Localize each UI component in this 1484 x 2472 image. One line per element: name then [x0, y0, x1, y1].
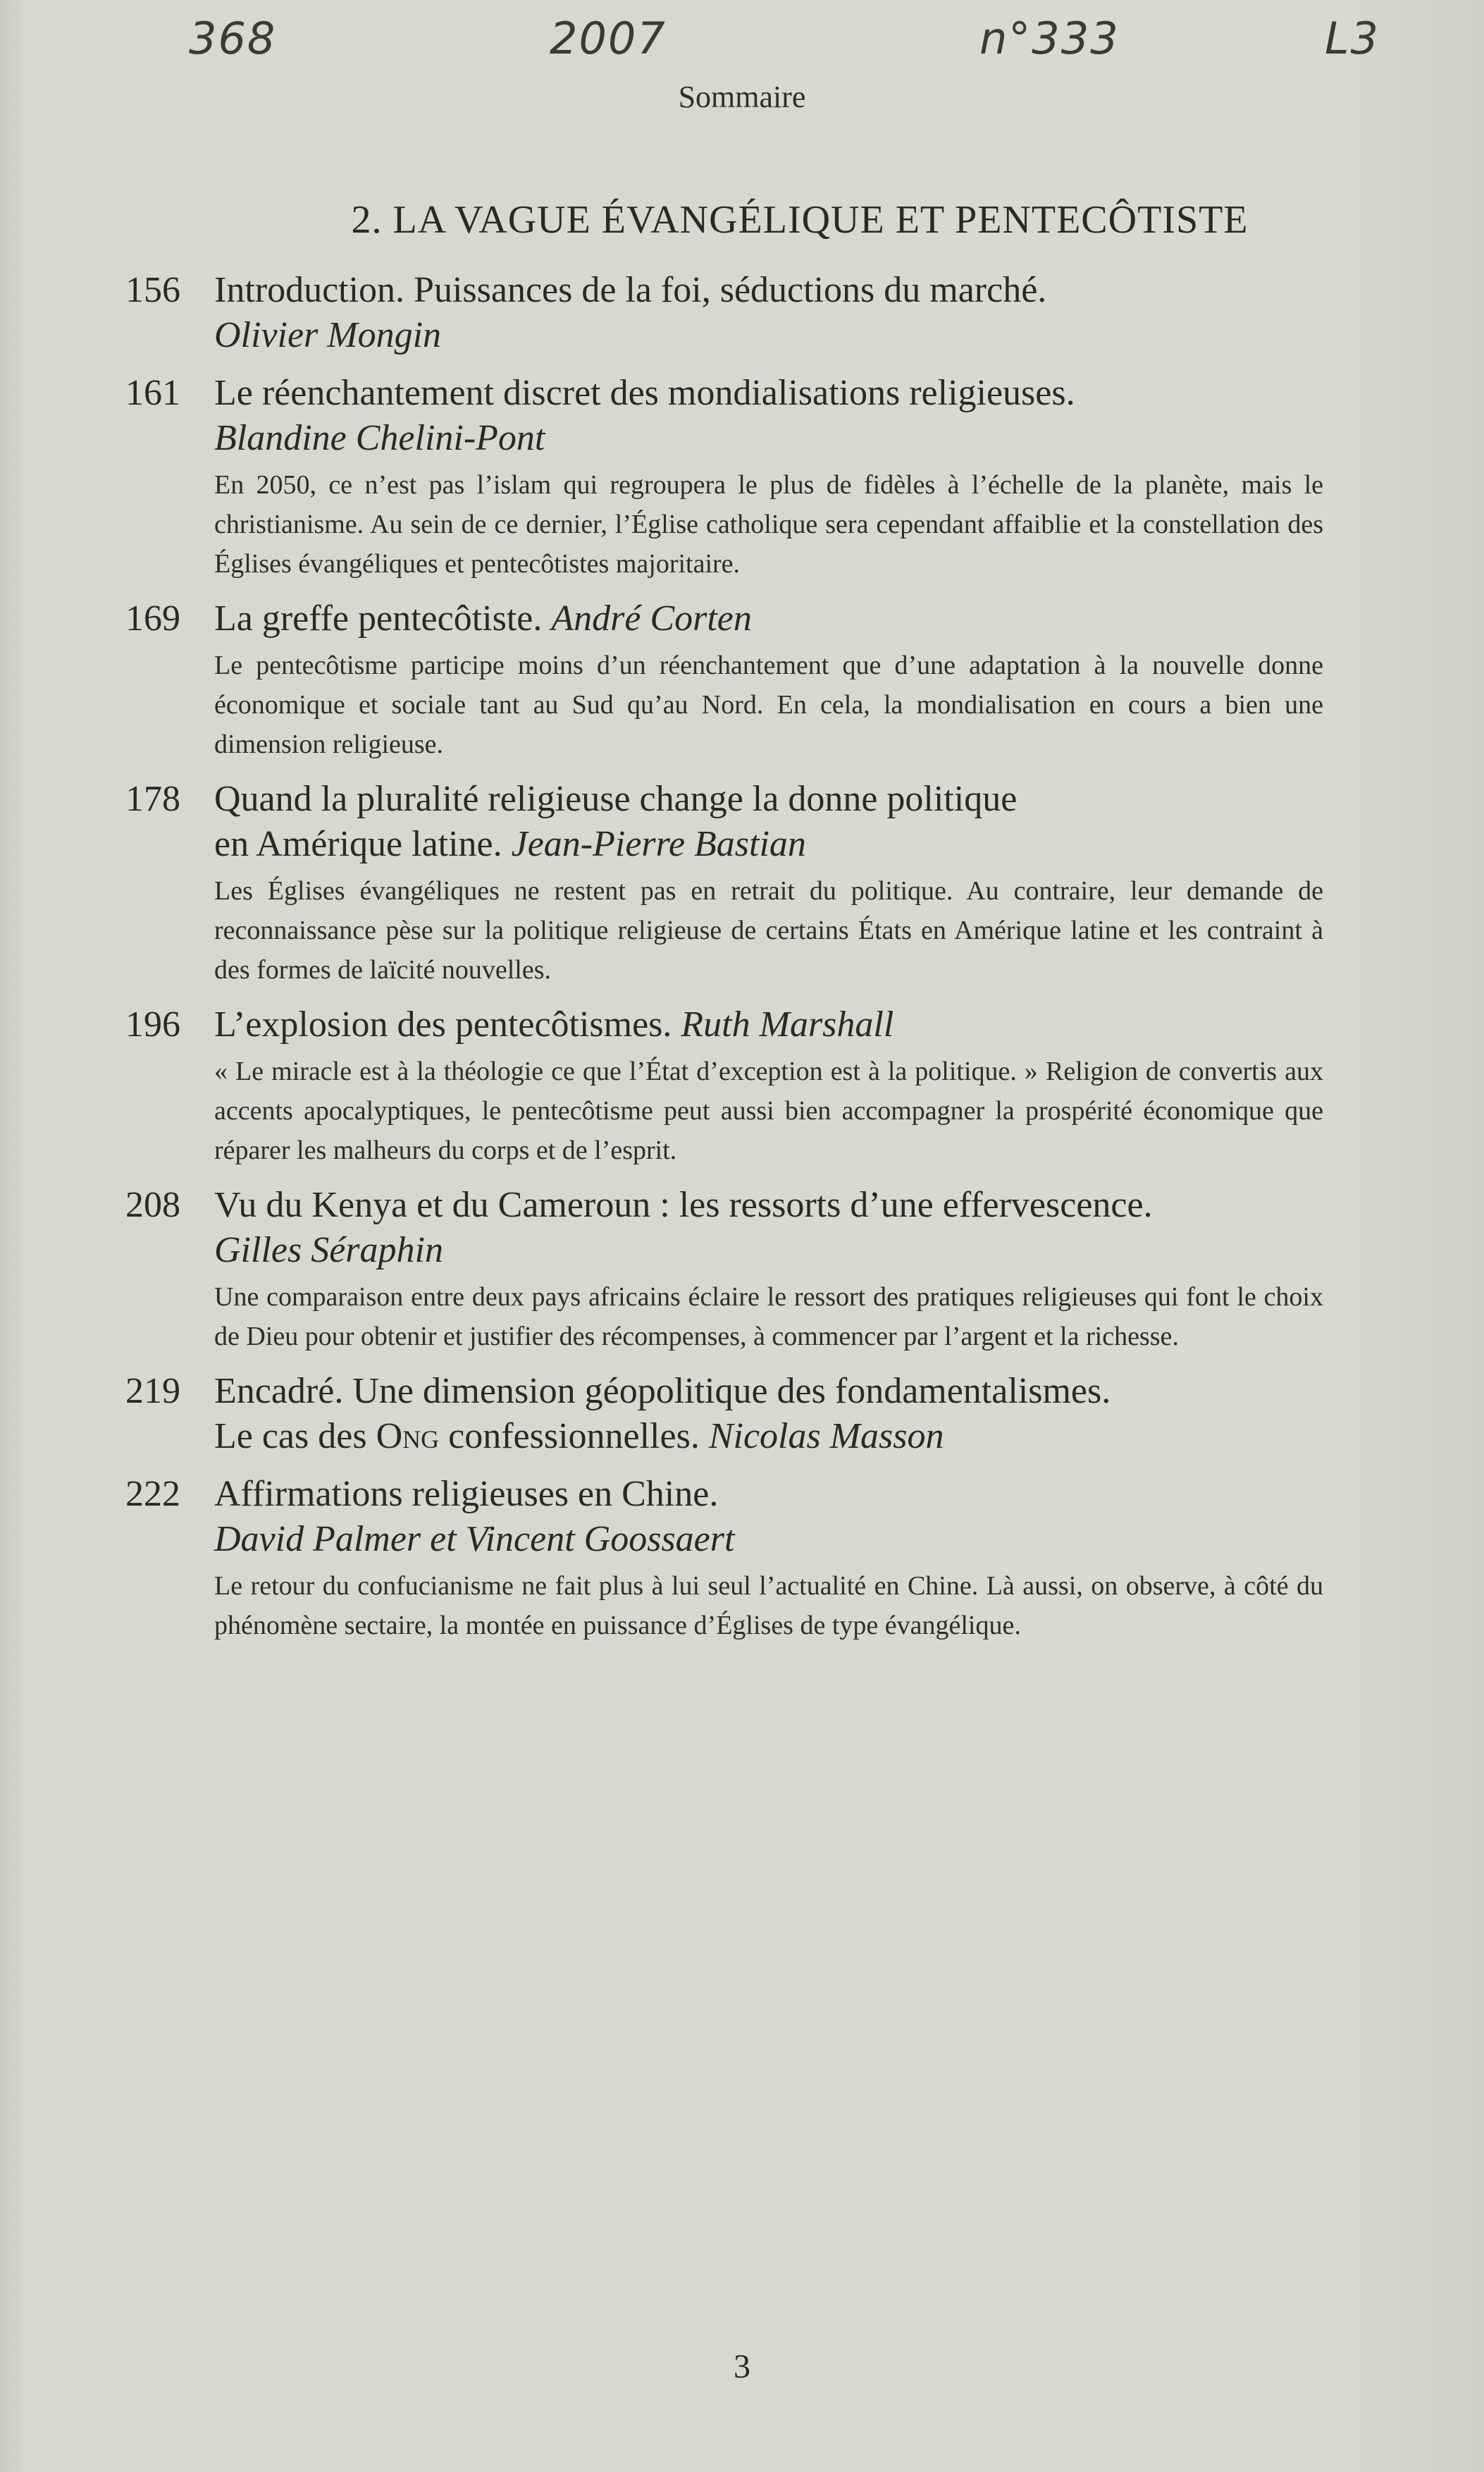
entry-title: Vu du Kenya et du Cameroun : les ressorts d’une effervescence. [214, 1185, 1153, 1225]
entry-author: Ruth Marshall [681, 1004, 894, 1045]
page-number: 3 [734, 2348, 750, 2385]
entry-title: Introduction. Puissances de la foi, séductions du marché. [214, 270, 1047, 310]
page-ref: 169 [125, 598, 180, 639]
entry-abstract: Les Églises évangéliques ne restent pas en retrait du politique. Au contraire, leur demande de reconnaissance pèse sur la politique religieuse de certains États en Amérique latine et les contraint à des formes de laïcité nouvelles. [214, 876, 1323, 985]
handwritten-note-4: L3 [1325, 13, 1380, 64]
entry-abstract: « Le miracle est à la théologie ce que l’État d’exception est à la politique. » Religion de convertis aux accents apocalyptiques, le pentecôtisme peut aussi bien accompagner la prospérité économique que réparer les malheurs du corps et de l’esprit. [214, 1057, 1323, 1165]
page-ref: 196 [125, 1004, 180, 1045]
entry-title-line [214, 1414, 1323, 1459]
toc-entry [125, 1472, 1323, 1645]
toc-entry [125, 371, 1323, 584]
entry-title: Encadré. Une dimension géopolitique des fondamentalismes. [214, 1371, 1111, 1411]
running-head: Sommaire [678, 80, 806, 114]
entry-abstract: En 2050, ce n’est pas l’islam qui regroupera le plus de fidèles à l’échelle de la planète, mais le christianisme. Au sein de ce dernier, l’Église catholique sera cependant affaiblie et la constellation des Églises évangéliques et pentecôtistes majoritaire. [214, 470, 1323, 579]
page-ref: 208 [125, 1185, 180, 1225]
entry-author: David Palmer et Vincent Goossaert [214, 1519, 735, 1559]
entry-title: Affirmations religieuses en Chine. [214, 1474, 719, 1514]
entry-title-line [214, 822, 1323, 867]
entry-title-continued: en Amérique latine. [214, 824, 502, 864]
toc-entry [125, 268, 1323, 358]
entry-author: Jean-Pierre Bastian [511, 824, 806, 864]
toc-entry [125, 596, 1323, 764]
entry-title-line [214, 596, 1323, 641]
entry-author: Olivier Mongin [214, 315, 442, 355]
toc-entry [125, 1183, 1323, 1356]
page-ref: 222 [125, 1474, 180, 1514]
handwritten-note-1: 368 [189, 13, 277, 64]
acronym-ong: Ong [376, 1416, 440, 1456]
page-ref: 161 [125, 373, 180, 413]
entry-abstract: Une comparaison entre deux pays africains éclaire le ressort des pratiques religieuses qui font le choix de Dieu pour obtenir et justifier des récompenses, à commencer par l’argent et la richesse. [214, 1282, 1323, 1351]
entry-abstract: Le pentecôtisme participe moins d’un réenchantement que d’une adaptation à la nouvelle donne économique et sociale tant au Sud qu’au Nord. En cela, la mondialisation en cours a bien une dimension religieuse. [214, 651, 1323, 759]
entry-author: Blandine Chelini-Pont [214, 418, 545, 458]
entry-abstract: Le retour du confucianisme ne fait plus à lui seul l’actualité en Chine. Là aussi, on observe, à côté du phénomène sectaire, la montée en puissance d’Églises de type évangélique. [214, 1571, 1323, 1640]
entry-title-suffix: confessionnelles. [439, 1416, 700, 1456]
toc-entry [125, 1002, 1323, 1170]
entry-title: La greffe pentecôtiste. [214, 598, 543, 639]
table-of-contents [125, 268, 1323, 1658]
entry-author: Nicolas Masson [708, 1416, 944, 1456]
entry-title: L’explosion des pentecôtismes. [214, 1004, 672, 1045]
entry-title-line [214, 1002, 1323, 1047]
entry-author: Gilles Séraphin [214, 1230, 443, 1270]
page-ref: 178 [125, 779, 180, 819]
entry-title: Le réenchantement discret des mondialisations religieuses. [214, 373, 1075, 413]
page-ref: 156 [125, 270, 180, 310]
toc-entry [125, 777, 1323, 990]
toc-entry [125, 1369, 1323, 1459]
handwritten-note-2: 2007 [550, 13, 667, 64]
entry-title: Quand la pluralité religieuse change la donne politique [214, 779, 1018, 819]
entry-author: André Corten [551, 598, 752, 639]
section-title: 2. LA VAGUE ÉVANGÉLIQUE ET PENTECÔTISTE [351, 198, 1249, 242]
page-ref: 219 [125, 1371, 180, 1411]
entry-title-prefix: Le cas des [214, 1416, 376, 1456]
handwritten-note-3: n°333 [979, 13, 1120, 64]
